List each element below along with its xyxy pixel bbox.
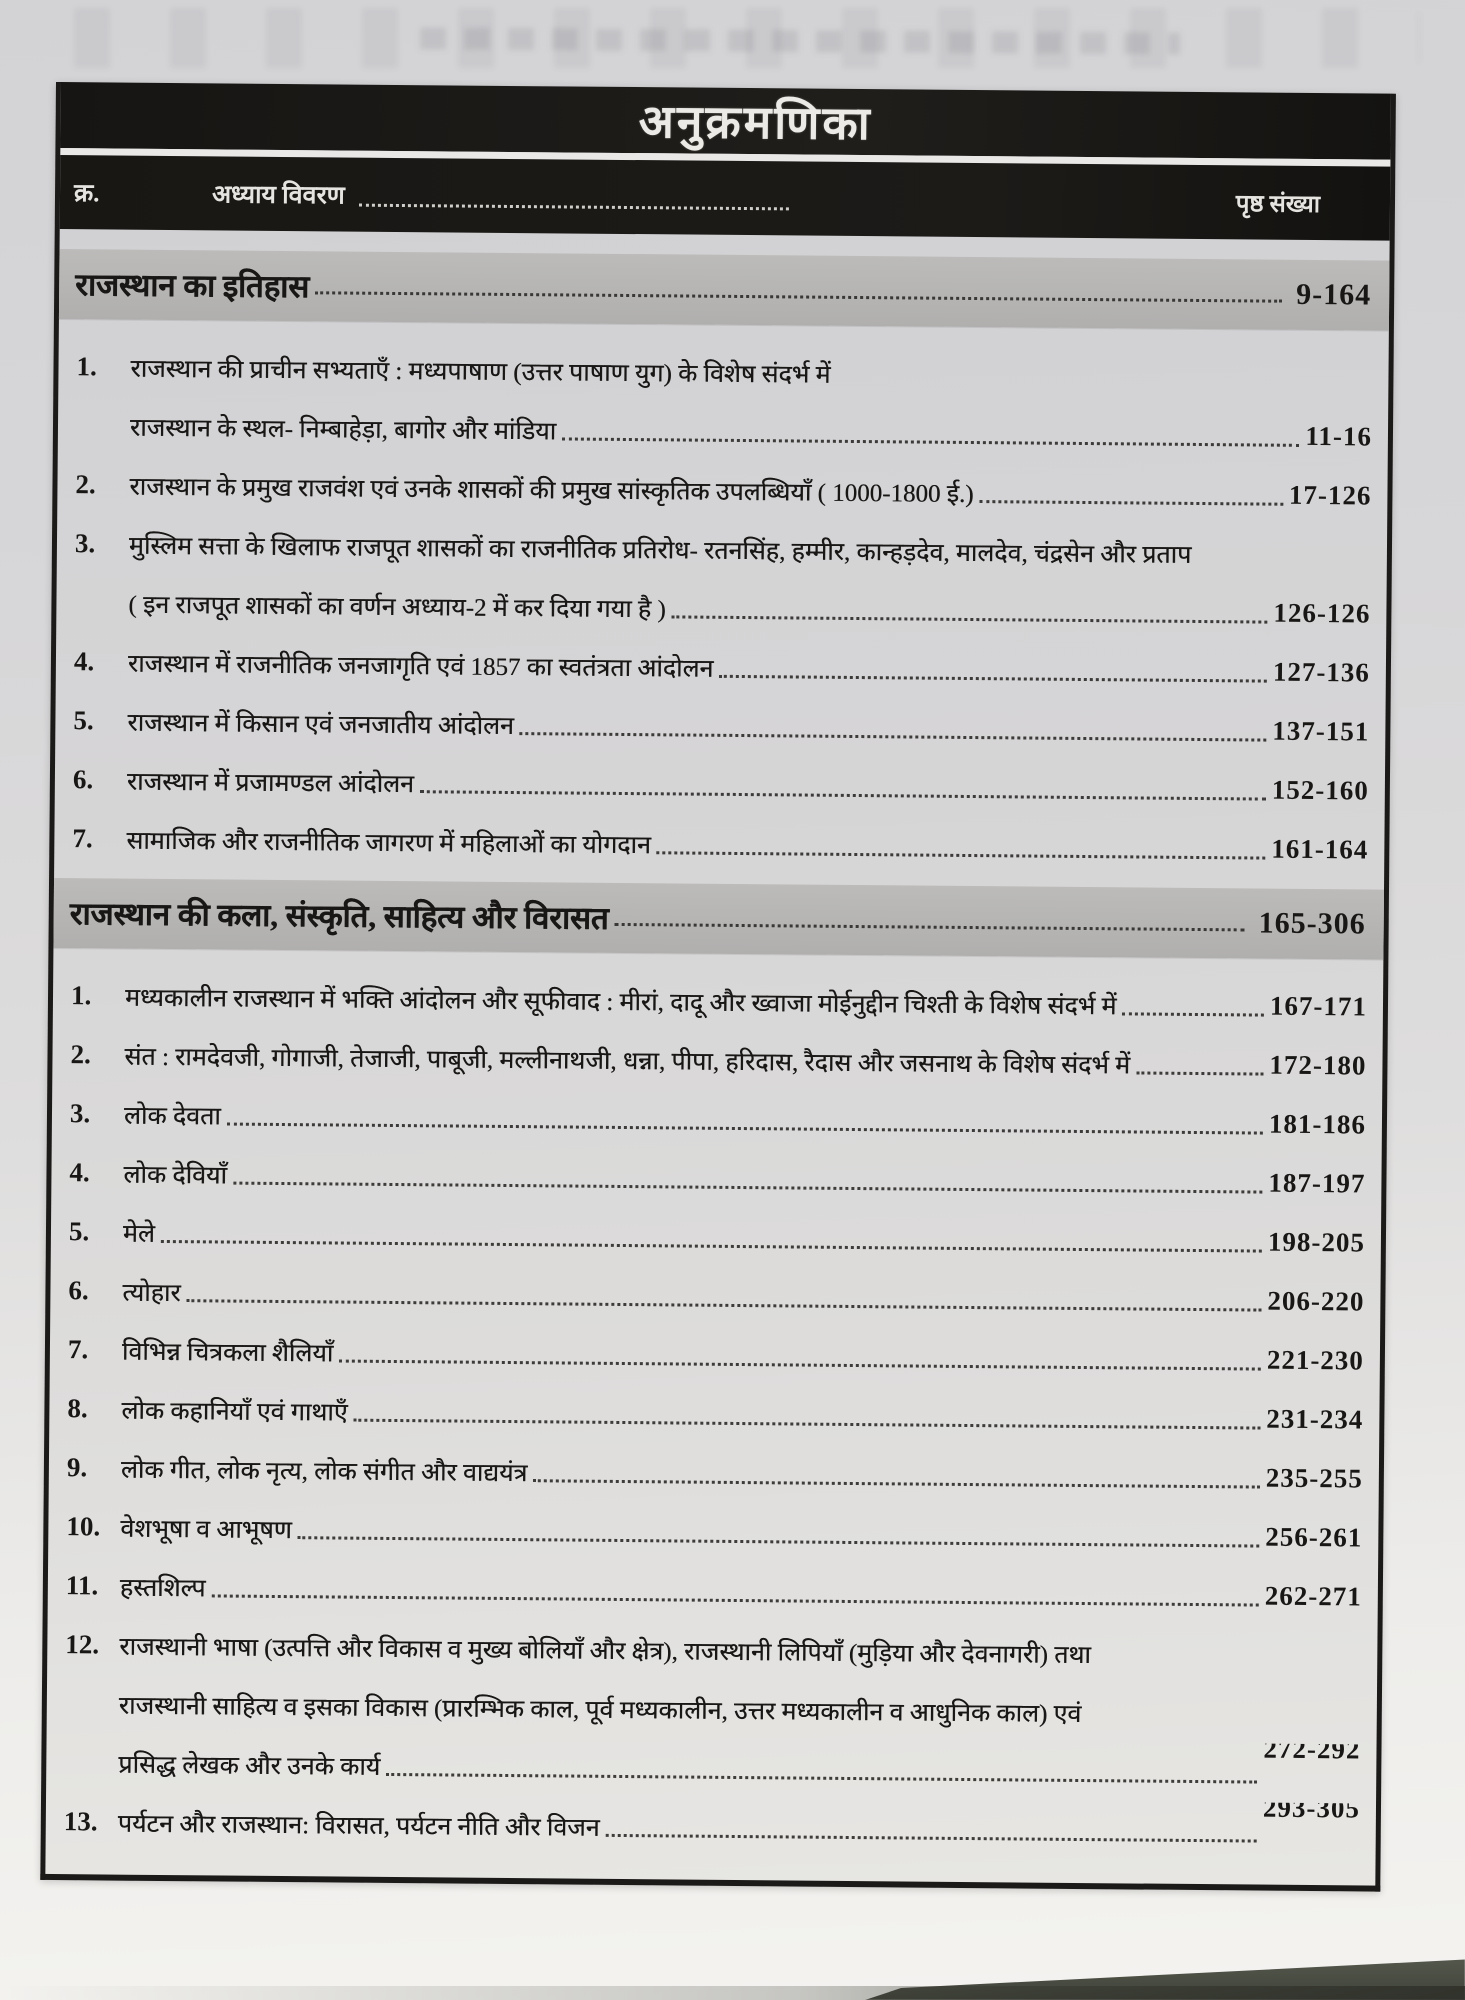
- item-page-range: 152-160: [1271, 774, 1369, 806]
- toc-row: [46, 1792, 1376, 1863]
- item-title: राजस्थान के प्रमुख राजवंश एवं उनके शासकों की प्रमुख सांस्कृतिक उपलब्धियाँ ( 1000-1800 ई.): [129, 473, 974, 508]
- dotted-leader: [980, 500, 1283, 506]
- dotted-leader: [354, 1419, 1261, 1430]
- item-title: प्रसिद्ध लेखक और उनके कार्य: [118, 1751, 381, 1781]
- item-title: मुस्लिम सत्ता के खिलाफ राजपूत शासकों का राजनीतिक प्रतिरोध- रतनसिंह, हम्मीर, कान्हड़देव, मालदेव, चंद्रसेन और प्रताप: [128, 532, 1192, 569]
- dotted-leader: [339, 1360, 1261, 1371]
- section-page-range: 165-306: [1258, 906, 1366, 941]
- item-title: मध्यकालीन राजस्थान में भक्ति आंदोलन और सूफीवाद : मीरां, दादू और ख्वाजा मोईनुद्दीन चिश्ती के विशेष संदर्भ में: [124, 984, 1117, 1020]
- item-title: राजस्थान की प्राचीन सभ्यताएँ : मध्यपाषाण (उत्तर पाषाण युग) के विशेष संदर्भ में: [130, 355, 831, 389]
- item-number: 13.: [63, 1806, 98, 1837]
- dotted-leader: [1136, 1071, 1263, 1075]
- item-number: 9.: [66, 1452, 88, 1483]
- item-page-range: 187-197: [1268, 1167, 1366, 1199]
- item-number: 6.: [72, 764, 94, 795]
- photo-bottom-edge: [0, 1986, 1465, 2000]
- header-spacer: [789, 198, 1236, 202]
- item-page-range: 262-271: [1264, 1580, 1362, 1612]
- item-number: 12.: [65, 1629, 100, 1660]
- item-number: 1.: [70, 980, 92, 1011]
- page-title: अनुक्रमणिका: [638, 96, 873, 150]
- section-header: [59, 249, 1390, 331]
- item-number: 8.: [67, 1393, 88, 1424]
- item-title: पर्यटन और राजस्थान: विरासत, पर्यटन नीति और विजन: [117, 1810, 600, 1842]
- dotted-leader: [719, 675, 1267, 683]
- dotted-leader: [386, 1773, 1257, 1784]
- section-page-range: 9-164: [1296, 277, 1372, 312]
- dotted-leader: [562, 437, 1299, 446]
- item-number: 11.: [65, 1570, 99, 1601]
- item-number: 6.: [68, 1275, 89, 1306]
- dotted-leader: [657, 851, 1266, 859]
- item-number: 4.: [69, 1157, 90, 1188]
- dotted-leader: [615, 922, 1245, 930]
- header-dotted-leader: [359, 203, 789, 210]
- title-band: [60, 82, 1391, 160]
- item-title: राजस्थान के स्थल- निम्बाहेड़ा, बागोर और मांडिया: [129, 414, 557, 445]
- item-title: राजस्थान में राजनीतिक जनजागृति एवं 1857 का स्वतंत्रता आंदोलन: [127, 650, 714, 683]
- item-title: मेले: [122, 1220, 155, 1248]
- item-title: ( इन राजपूत शासकों का वर्णन अध्याय-2 में कर दिया गया है ): [128, 591, 666, 623]
- dotted-leader: [672, 615, 1268, 623]
- dotted-leader: [227, 1123, 1263, 1135]
- dotted-leader: [1122, 1012, 1264, 1016]
- item-page-range: 181-186: [1268, 1108, 1367, 1140]
- item-title: हस्तशिल्प: [119, 1574, 206, 1602]
- item-page-range: 17-126: [1288, 479, 1372, 511]
- dotted-leader: [187, 1299, 1262, 1311]
- item-number: 3.: [69, 1098, 91, 1129]
- dotted-leader: [520, 732, 1267, 742]
- dotted-leader: [420, 790, 1266, 800]
- item-title: राजस्थान में किसान एवं जनजातीय आंदोलन: [127, 709, 514, 740]
- item-title: विभिन्न चित्रकला शैलियाँ: [121, 1338, 334, 1367]
- item-number: 2.: [75, 469, 96, 500]
- item-number: 5.: [73, 705, 94, 736]
- dotted-leader: [606, 1834, 1257, 1843]
- item-page-range: 161-164: [1271, 833, 1369, 865]
- item-number: 1.: [76, 351, 97, 382]
- item-page-range: 206-220: [1267, 1285, 1365, 1317]
- item-page-range: 11-16: [1305, 420, 1373, 452]
- item-page-range: 293-305: [1262, 1792, 1361, 1824]
- item-page-range: 235-255: [1265, 1462, 1363, 1494]
- item-number: 10.: [66, 1511, 101, 1542]
- item-page-range: 198-205: [1267, 1226, 1366, 1258]
- toc-row: [54, 809, 1384, 880]
- item-page-range: 231-234: [1266, 1403, 1364, 1435]
- toc-body: [46, 229, 1390, 1863]
- item-title: राजस्थानी साहित्य व इसका विकास (प्रारम्भिक काल, पूर्व मध्यकालीन, उत्तर मध्यकालीन व आधुनिक काल) एवं: [118, 1692, 1082, 1728]
- item-page-range: 167-171: [1269, 990, 1368, 1022]
- item-page-range: 126-126: [1273, 597, 1371, 629]
- item-title: लोक गीत, लोक नृत्य, लोक संगीत और वाद्ययंत्र: [120, 1456, 528, 1487]
- item-number: 4.: [73, 646, 95, 677]
- dotted-leader: [533, 1479, 1260, 1488]
- item-number: 7.: [67, 1334, 89, 1365]
- item-title: राजस्थानी भाषा (उत्पत्ति और विकास व मुख्य बोलियाँ और क्षेत्र), राजस्थानी लिपियाँ (मुड़िया और देवनागरी) तथा: [119, 1633, 1091, 1669]
- item-number: 7.: [72, 823, 93, 854]
- dotted-leader: [161, 1240, 1262, 1253]
- item-number: 3.: [74, 528, 96, 559]
- item-page-range: 256-261: [1265, 1521, 1363, 1553]
- dotted-leader: [298, 1536, 1260, 1547]
- item-title: लोक कहानियाँ एवं गाथाएँ: [121, 1397, 348, 1427]
- dotted-leader: [211, 1594, 1258, 1606]
- item-title: वेशभूषा व आभूषण: [120, 1515, 292, 1544]
- item-page-range: 272-292: [1263, 1733, 1361, 1765]
- item-title: त्योहार: [122, 1279, 181, 1307]
- column-page-label: पृष्ठ संख्या: [1235, 190, 1321, 218]
- item-title: लोक देवियाँ: [123, 1161, 228, 1190]
- item-title: सामाजिक और राजनीतिक जागरण में महिलाओं का योगदान: [126, 827, 651, 859]
- section-title: राजस्थान की कला, संस्कृति, साहित्य और विरासत: [69, 896, 609, 936]
- item-number: 2.: [70, 1039, 91, 1070]
- item-page-range: 137-151: [1272, 715, 1370, 747]
- item-page-range: 172-180: [1269, 1049, 1367, 1081]
- dotted-leader: [315, 291, 1282, 302]
- section-header: [53, 878, 1384, 960]
- item-title: राजस्थान में प्रजामण्डल आंदोलन: [126, 768, 415, 798]
- section-title: राजस्थान का इतिहास: [75, 267, 310, 305]
- item-title: संत : रामदेवजी, गोगाजी, तेजाजी, पाबूजी, मल्लीनाथजी, धन्ना, पीपा, हरिदास, रैदास और जसनाथ के विशेष संदर्भ में: [124, 1043, 1131, 1079]
- column-chapter-label: अध्याय विवरण: [211, 181, 345, 210]
- item-page-range: 127-136: [1272, 656, 1371, 688]
- column-serial-label: क्र.: [73, 180, 100, 208]
- item-page-range: 221-230: [1266, 1344, 1365, 1376]
- dotted-leader: [233, 1182, 1262, 1194]
- item-number: 5.: [68, 1216, 90, 1247]
- item-title: लोक देवता: [123, 1102, 221, 1130]
- column-header-band: [60, 155, 1391, 241]
- document-page: [40, 82, 1396, 1892]
